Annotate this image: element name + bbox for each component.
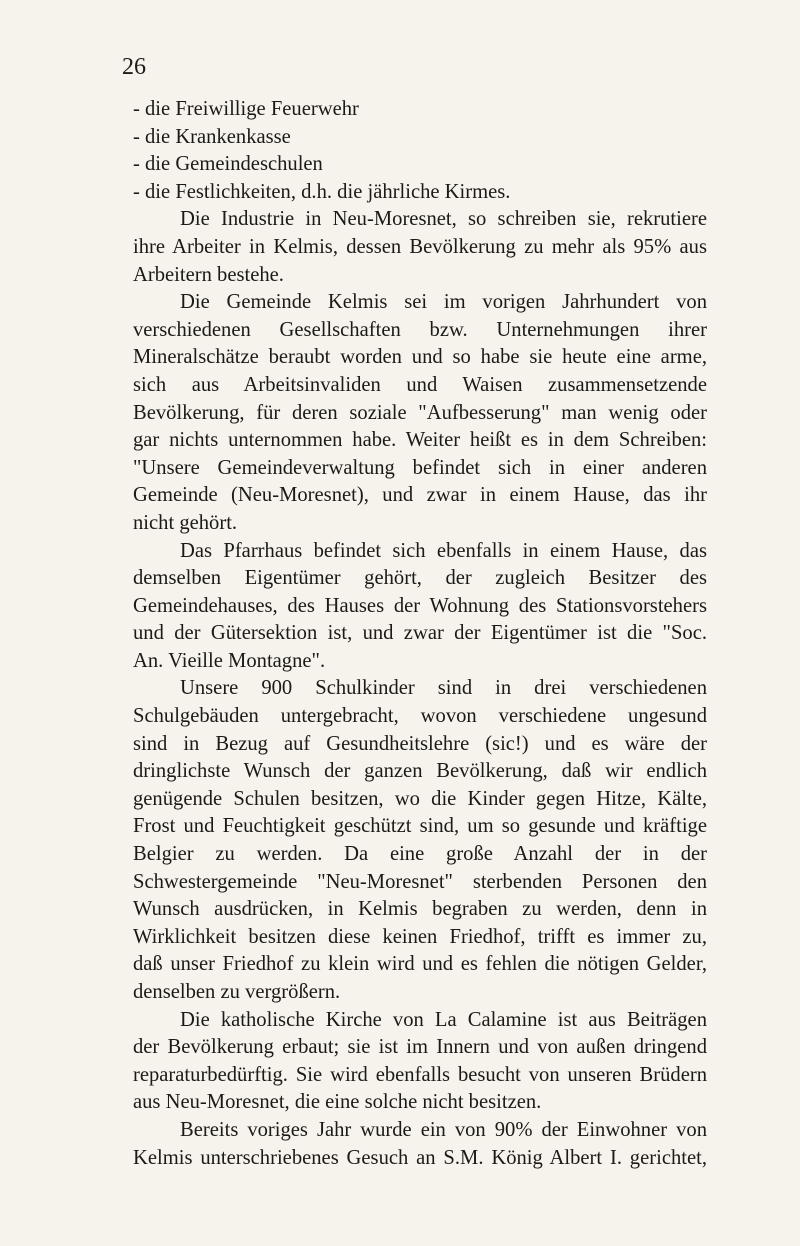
text-line: Unsere 900 Schulkinder sind in drei verschiedenen <box>180 677 707 700</box>
text-line: Gemeinde (Neu-Moresnet), und zwar in einem Hause, das ihr <box>133 484 707 507</box>
text-line: dringlichste Wunsch der ganzen Bevölkerung, daß wir endlich <box>133 760 707 783</box>
text-line: denselben zu vergrößern. <box>133 981 341 1003</box>
text-line: sich aus Arbeitsinvaliden und Waisen zusammensetzende <box>133 373 707 396</box>
body-text <box>133 96 707 1172</box>
text-line: Arbeitern bestehe. <box>133 263 284 286</box>
text-line: Kelmis unterschriebenes Gesuch an S.M. König Albert I. gerichtet, <box>133 1146 707 1169</box>
text-line: - die Krankenkasse <box>133 125 291 148</box>
text-line: Bereits voriges Jahr wurde ein von 90% der Einwohner von <box>180 1118 707 1141</box>
text-line: Die katholische Kirche von La Calamine ist aus Beiträgen <box>180 1008 707 1031</box>
text-line: ihre Arbeiter in Kelmis, dessen Bevölkerung zu mehr als 95% aus <box>133 235 707 258</box>
text-line: Mineralschätze beraubt worden und so habe sie heute eine arme, <box>133 346 707 369</box>
text-line: Die Gemeinde Kelmis sei im vorigen Jahrhundert von <box>180 291 707 314</box>
text-line: Schwestergemeinde "Neu-Moresnet" sterbenden Personen den <box>133 870 707 893</box>
text-line: Das Pfarrhaus befindet sich ebenfalls in einem Hause, das <box>180 539 707 562</box>
text-line: demselben Eigentümer gehört, der zugleich Besitzer des <box>133 567 707 590</box>
text-line: nicht gehört. <box>133 511 238 534</box>
text-line: - die Festlichkeiten, d.h. die jährliche Kirmes. <box>133 180 511 203</box>
text-line: und der Gütersektion ist, und zwar der Eigentümer ist die "Soc. <box>133 622 707 645</box>
text-line: An. Vieille Montagne". <box>133 649 326 672</box>
text-line: reparaturbedürftig. Sie wird ebenfalls besucht von unseren Brüdern <box>133 1063 707 1086</box>
text-line: Frost und Feuchtigkeit geschützt sind, um so gesunde und kräftige <box>133 815 707 838</box>
text-line: Schulgebäuden untergebracht, wovon verschiedene ungesund <box>133 705 707 728</box>
text-line: Bevölkerung, für deren soziale "Aufbesserung" man wenig oder <box>133 401 707 424</box>
text-line: daß unser Friedhof zu klein wird und es fehlen die nötigen Gelder, <box>133 953 707 976</box>
text-line: Wirklichkeit besitzen diese keinen Friedhof, trifft es immer zu, <box>133 925 707 948</box>
text-line: gar nichts unternommen habe. Weiter heißt es in dem Schreiben: <box>133 429 707 452</box>
text-line: "Unsere Gemeindeverwaltung befindet sich in einer anderen <box>133 456 707 479</box>
page-number: 26 <box>122 54 146 80</box>
text-line: Belgier zu werden. Da eine große Anzahl der in der <box>133 843 707 866</box>
text-line: verschiedenen Gesellschaften bzw. Unternehmungen ihrer <box>133 318 707 341</box>
text-line: aus Neu-Moresnet, die eine solche nicht besitzen. <box>133 1091 542 1114</box>
text-line: Wunsch ausdrücken, in Kelmis begraben zu werden, denn in <box>133 898 707 921</box>
text-line: - die Gemeindeschulen <box>133 153 323 176</box>
text-line: sind in Bezug auf Gesundheitslehre (sic!) und es wäre der <box>133 732 707 755</box>
text-line: - die Freiwillige Feuerwehr <box>133 98 359 120</box>
text-line: Die Industrie in Neu-Moresnet, so schreiben sie, rekrutiere <box>180 208 707 231</box>
text-line: genügende Schulen besitzen, wo die Kinder gegen Hitze, Kälte, <box>133 787 707 810</box>
text-line: Gemeindehauses, des Hauses der Wohnung des Stationsvorstehers <box>133 594 707 617</box>
text-line: der Bevölkerung erbaut; sie ist im Innern und von außen dringend <box>133 1036 707 1059</box>
